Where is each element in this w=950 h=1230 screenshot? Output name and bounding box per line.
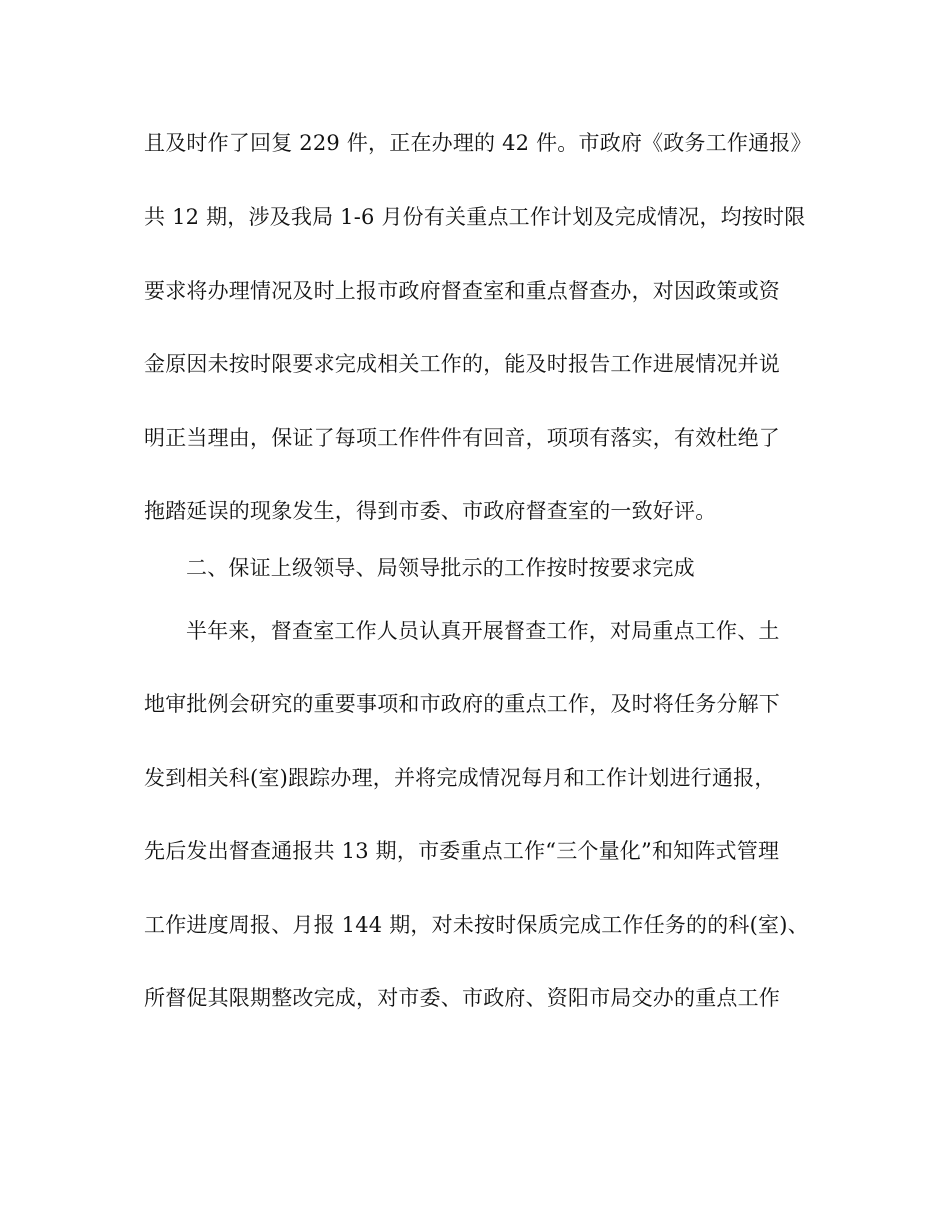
paragraph-line-3: 要求将办理情况及时上报市政府督查室和重点督查办，对因政策或资 <box>144 279 780 303</box>
paragraph-line-9: 地审批例会研究的重要事项和市政府的重点工作，及时将任务分解下 <box>144 692 780 716</box>
paragraph-line-6: 拖踏延误的现象发生，得到市委、市政府督查室的一致好评。 <box>144 499 717 523</box>
paragraph-line-8: 半年来，督查室工作人员认真开展督查工作，对局重点工作、土 <box>186 619 780 643</box>
paragraph-line-12: 工作进度周报、月报 144 期，对未按时保质完成工作任务的的科(室)、 <box>144 913 809 937</box>
paragraph-line-4: 金原因未按时限要求完成相关工作的，能及时报告工作进展情况并说 <box>144 352 780 376</box>
paragraph-line-5: 明正当理由，保证了每项工作件件有回音，项项有落实，有效杜绝了 <box>144 426 780 450</box>
paragraph-line-1: 且及时作了回复 229 件，正在办理的 42 件。市政府《政务工作通报》 <box>144 131 812 155</box>
paragraph-line-11: 先后发出督查通报共 13 期，市委重点工作“三个量化”和知阵式管理 <box>144 839 780 863</box>
paragraph-line-2: 共 12 期，涉及我局 1-6 月份有关重点工作计划及完成情况，均按时限 <box>144 205 806 229</box>
paragraph-line-13: 所督促其限期整改完成，对市委、市政府、资阳市局交办的重点工作 <box>144 986 780 1010</box>
section-heading: 二、保证上级领导、局领导批示的工作按时按要求完成 <box>186 556 695 580</box>
paragraph-line-10: 发到相关科(室)跟踪办理，并将完成情况每月和工作计划进行通报， <box>144 766 776 790</box>
